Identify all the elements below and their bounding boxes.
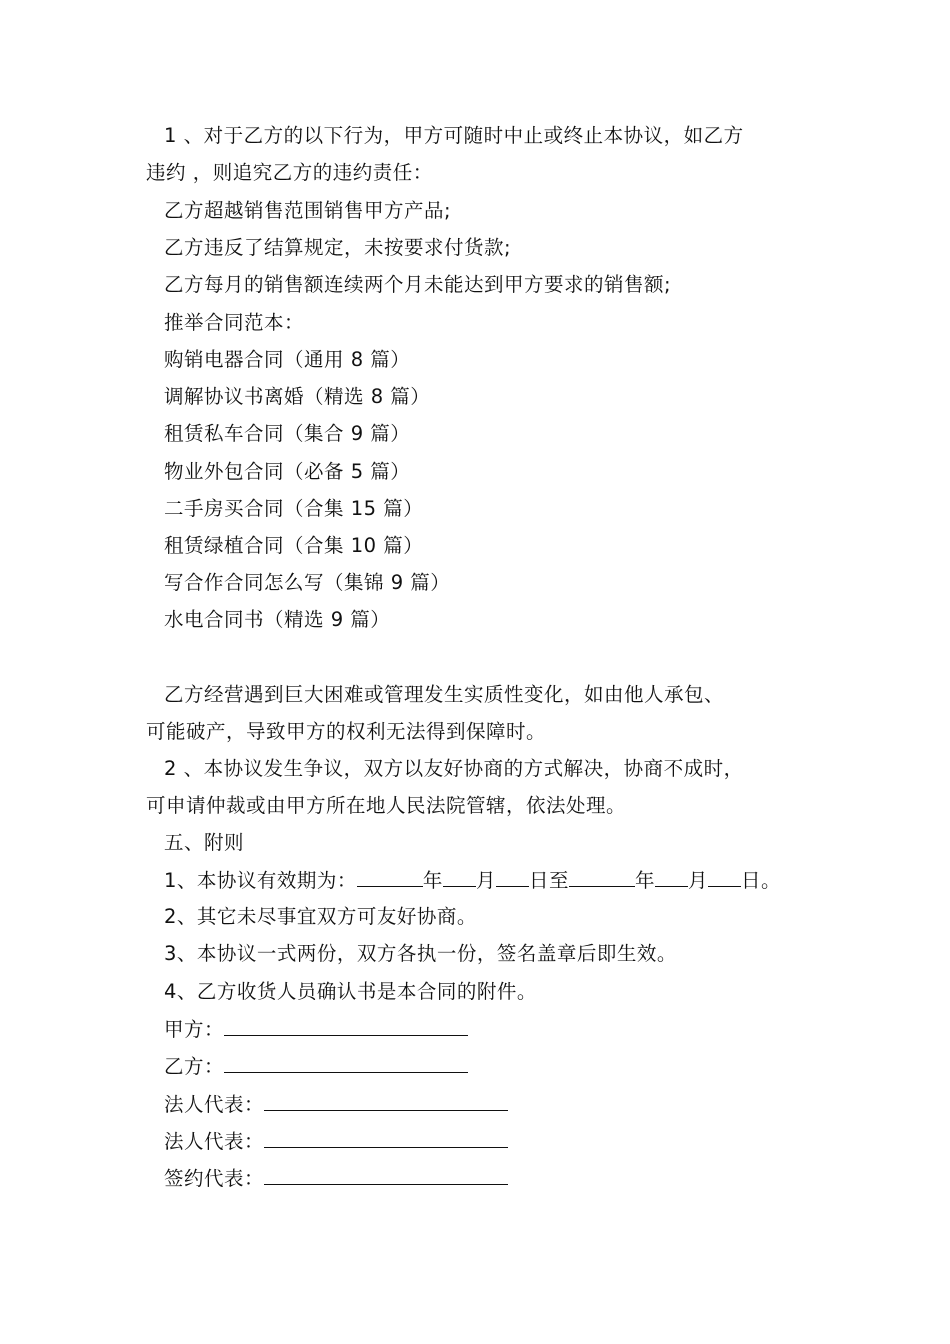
legal-rep-label: 法人代表： — [164, 1130, 265, 1153]
start-year-blank — [357, 868, 423, 887]
recommend-link[interactable]: 水电合同书（精选 9 篇） — [164, 608, 391, 631]
month-label: 月 — [687, 869, 708, 892]
recommend-link[interactable]: 物业外包合同（必备 5 篇） — [164, 460, 411, 483]
signature-party-b — [164, 1054, 468, 1079]
year-label: 年 — [634, 869, 655, 892]
signature-party-a — [164, 1017, 468, 1042]
signing-rep-blank — [264, 1166, 508, 1185]
clause1-item: 乙方每月的销售额连续两个月未能达到甲方要求的销售额; — [164, 273, 672, 296]
appendix-heading: 五、附则 — [164, 831, 245, 854]
clause2-line1: 2 、本协议发生争议，双方以友好协商的方式解决，协商不成时， — [164, 757, 744, 780]
end-year-blank — [569, 868, 635, 887]
day-to-label: 日至 — [528, 869, 569, 892]
end-day-blank — [708, 868, 741, 887]
party-a-blank — [224, 1017, 468, 1036]
end-month-blank — [655, 868, 688, 887]
party-b-label: 乙方： — [164, 1055, 225, 1078]
recommend-link[interactable]: 写合作合同怎么写（集锦 9 篇） — [164, 571, 451, 594]
appendix-item2: 2、其它未尽事宜双方可友好协商。 — [164, 905, 477, 928]
day-end-label: 日。 — [741, 869, 782, 892]
signature-legal-rep-1 — [164, 1092, 508, 1117]
clause1-line1: 1 、对于乙方的以下行为，甲方可随时中止或终止本协议，如乙方 — [164, 124, 744, 147]
appendix-item4: 4、乙方收货人员确认书是本合同的附件。 — [164, 980, 537, 1003]
legal-rep-label: 法人代表： — [164, 1093, 265, 1116]
signature-legal-rep-2 — [164, 1129, 508, 1154]
party-a-label: 甲方： — [164, 1018, 225, 1041]
start-month-blank — [443, 868, 476, 887]
party-b-blank — [224, 1054, 468, 1073]
year-label: 年 — [422, 869, 443, 892]
recommend-link[interactable]: 二手房买合同（合集 15 篇） — [164, 497, 424, 520]
validity-prefix: 1、本协议有效期为： — [164, 869, 357, 892]
legal-rep-blank — [264, 1092, 508, 1111]
clause-cont-line1: 乙方经营遇到巨大困难或管理发生实质性变化，如由他人承包、 — [164, 683, 725, 706]
signature-signing-rep — [164, 1166, 508, 1191]
appendix-item3: 3、本协议一式两份，双方各执一份，签名盖章后即生效。 — [164, 942, 677, 965]
clause1-line2: 违约 ，则追究乙方的违约责任： — [146, 161, 433, 184]
recommend-link[interactable]: 购销电器合同（通用 8 篇） — [164, 348, 411, 371]
clause2-line2: 可申请仲裁或由甲方所在地人民法院管辖，依法处理。 — [146, 794, 627, 817]
month-label: 月 — [475, 869, 496, 892]
legal-rep-blank — [264, 1129, 508, 1148]
clause1-item: 乙方违反了结算规定，未按要求付货款; — [164, 236, 512, 259]
clause-cont-line2: 可能破产，导致甲方的权利无法得到保障时。 — [146, 720, 547, 743]
recommend-link[interactable]: 调解协议书离婚（精选 8 篇） — [164, 385, 431, 408]
clause1-item: 乙方超越销售范围销售甲方产品; — [164, 199, 452, 222]
start-day-blank — [496, 868, 529, 887]
signing-rep-label: 签约代表： — [164, 1167, 265, 1190]
recommend-heading: 推举合同范本： — [164, 311, 305, 334]
appendix-validity — [164, 868, 781, 893]
recommend-link[interactable]: 租赁私车合同（集合 9 篇） — [164, 422, 411, 445]
recommend-link[interactable]: 租赁绿植合同（合集 10 篇） — [164, 534, 424, 557]
